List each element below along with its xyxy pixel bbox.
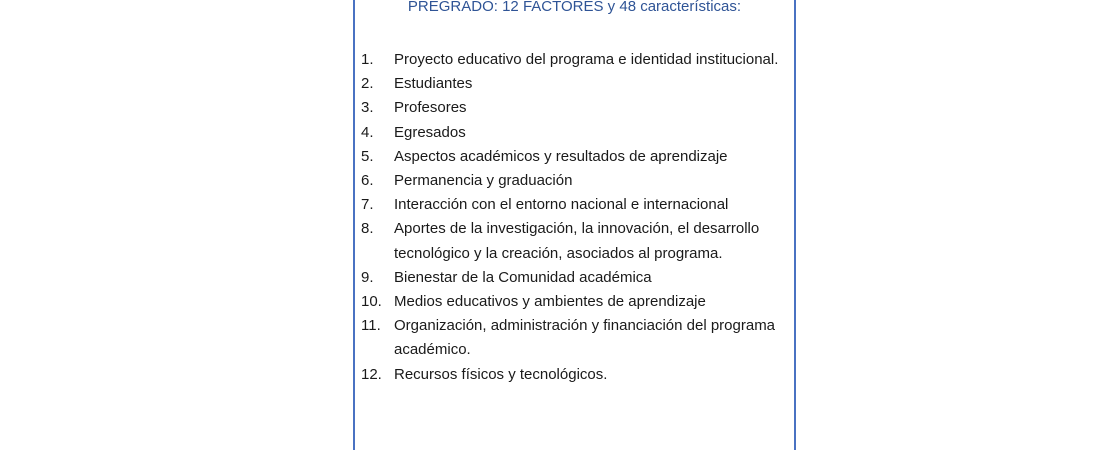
item-number: 4.	[361, 123, 374, 141]
item-text: Permanencia y graduación	[394, 172, 573, 190]
content-box	[353, 0, 796, 450]
item-number: 5.	[361, 147, 374, 165]
item-number: 2.	[361, 75, 374, 93]
list-item	[361, 193, 781, 217]
item-text: Bienestar de la Comunidad académica	[394, 268, 652, 286]
item-text: Egresados	[394, 123, 466, 141]
item-text: Profesores	[394, 99, 467, 117]
item-text: Medios educativos y ambientes de aprendizaje	[394, 293, 706, 311]
list-item	[361, 314, 781, 362]
list-item	[361, 363, 781, 387]
factor-list	[361, 48, 781, 387]
item-number: 3.	[361, 99, 374, 117]
list-item	[361, 145, 781, 169]
item-number: 11.	[361, 317, 381, 335]
item-number: 12.	[361, 365, 382, 383]
item-number: 1.	[361, 51, 374, 68]
list-item	[361, 169, 781, 193]
list-item	[361, 48, 781, 72]
item-number: 8.	[361, 220, 374, 238]
document-title: PREGRADO: 12 FACTORES y 48 características:	[407, 0, 742, 15]
list-item	[361, 72, 781, 96]
item-text: Organización, administración y financiación del programa académico.	[394, 317, 776, 359]
item-number: 9.	[361, 268, 374, 286]
list-item	[361, 96, 781, 120]
list-item	[361, 217, 781, 265]
item-text: Recursos físicos y tecnológicos.	[394, 365, 608, 383]
item-number: 10.	[361, 293, 382, 311]
list-item	[361, 121, 781, 145]
list-item	[361, 266, 781, 290]
item-text: Aspectos académicos y resultados de aprendizaje	[394, 147, 728, 165]
item-text: Estudiantes	[394, 75, 473, 93]
item-number: 7.	[361, 196, 374, 214]
item-text: Aportes de la investigación, la innovación, el desarrollo tecnológico y la creación, asociados al programa.	[394, 220, 760, 262]
item-text: Interacción con el entorno nacional e internacional	[394, 196, 729, 214]
item-number: 6.	[361, 172, 374, 190]
list-item	[361, 290, 781, 314]
item-text: Proyecto educativo del programa e identidad institucional.	[394, 51, 779, 68]
